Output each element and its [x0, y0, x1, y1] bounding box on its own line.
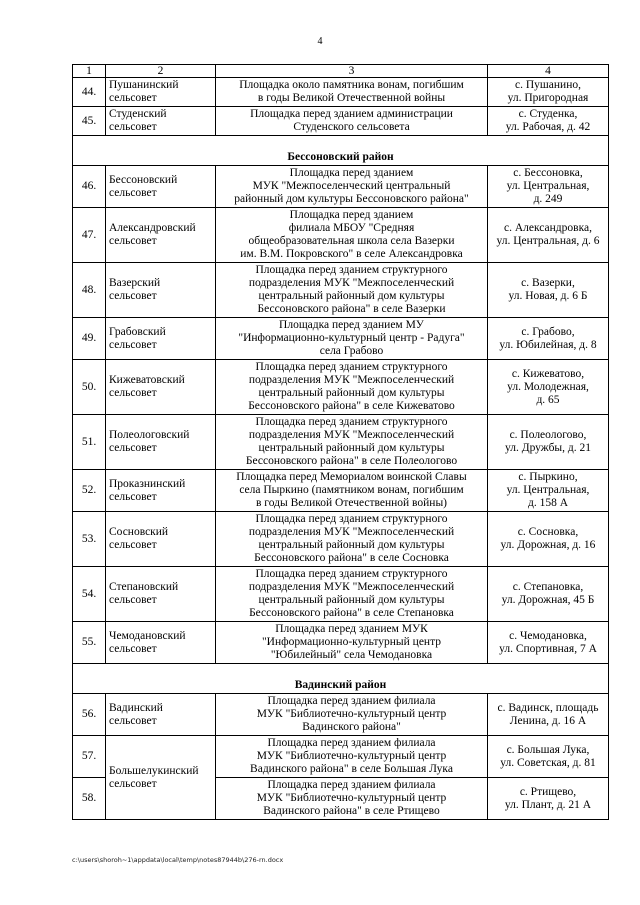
- cell-text-line: Площадка перед зданием филиала: [267, 695, 436, 707]
- cell-text-line: Бессоновского района" в селе Вазерки: [257, 303, 446, 315]
- cell-text-line: с. Грабово,: [521, 325, 575, 338]
- settlement-cell: [106, 470, 216, 512]
- cell-text-line: подразделения МУК "Межпоселенческий: [248, 526, 455, 538]
- cell-text-line: ул. Дружбы, д. 21: [505, 442, 591, 454]
- table-row: [73, 512, 609, 567]
- cell-text-line: Площадка перед зданием администрации: [250, 108, 453, 120]
- cell-text-line: с. Чемодановка,: [509, 629, 587, 642]
- cell-text-line: ул. Юбилейная, д. 8: [499, 338, 597, 351]
- table-row: [73, 263, 609, 318]
- cell-text-line: Проказнинский: [109, 477, 186, 490]
- row-number: 45.: [73, 107, 106, 136]
- cell-text-line: Площадка перед зданием филиала: [267, 779, 436, 791]
- cell-text-line: ул. Дорожная, 45 Б: [501, 594, 595, 606]
- cell-text-line: сельсовет: [109, 714, 157, 727]
- address-cell: [488, 208, 609, 263]
- cell-text-line: центральный районный дом культуры: [258, 387, 445, 399]
- table-row: [73, 622, 609, 664]
- table-row: [73, 166, 609, 208]
- settlement-cell: [106, 166, 216, 208]
- cell-text-line: Ленина, д. 16 А: [509, 714, 587, 727]
- row-number: 44.: [73, 78, 106, 107]
- address-cell: [488, 736, 609, 778]
- venue-cell: [216, 415, 488, 470]
- venue-cell: [216, 107, 488, 136]
- cell-text-line: ул. Новая, д. 6 Б: [508, 290, 588, 302]
- cell-text-line: сельсовет: [109, 642, 157, 655]
- venues-table: [72, 64, 609, 820]
- cell-text-line: Вадинского района": [302, 721, 401, 733]
- address-cell: [488, 360, 609, 415]
- settlement-cell: [106, 263, 216, 318]
- row-number: 53.: [73, 512, 106, 567]
- table-row: [73, 208, 609, 263]
- cell-text-line: Площадка перед зданием филиала: [267, 737, 436, 749]
- address-cell: [488, 415, 609, 470]
- cell-text-line: Площадка перед зданием: [289, 167, 414, 179]
- cell-text-line: центральный районный дом культуры: [258, 539, 445, 551]
- cell-text-line: "Информационно-культурный центр - Радуга": [238, 332, 465, 344]
- cell-text-line: Бессоновского района" в селе Кижеватово: [248, 400, 455, 412]
- table-row: [73, 694, 609, 736]
- cell-text-line: "Юбилейный" села Чемодановка: [270, 649, 433, 661]
- cell-text-line: с. Вадинск, площадь: [497, 701, 599, 714]
- address-cell: [488, 107, 609, 136]
- cell-text-line: с. Студенка,: [518, 108, 578, 120]
- cell-text-line: ул. Советская, д. 81: [500, 756, 596, 769]
- venue-cell: [216, 694, 488, 736]
- cell-text-line: Площадка перед зданием структурного: [255, 568, 448, 580]
- cell-text-line: ул. Центральная,: [506, 484, 590, 496]
- address-cell: [488, 567, 609, 622]
- cell-text-line: Бессоновского района" в селе Степановка: [249, 607, 454, 619]
- cell-text-line: Бессоновского района" в селе Полеологово: [245, 455, 458, 467]
- venue-cell: [216, 318, 488, 360]
- settlement-cell: [106, 415, 216, 470]
- venue-cell: [216, 78, 488, 107]
- cell-text-line: сельсовет: [109, 539, 157, 551]
- settlement-cell: [106, 736, 216, 820]
- cell-text-line: МУК "Библиотечно-культурный центр: [256, 792, 447, 804]
- cell-text-line: сельсовет: [109, 235, 157, 247]
- cell-text-line: Сосновский: [109, 526, 169, 538]
- cell-text-line: с. Сосновка,: [517, 526, 579, 538]
- cell-text-line: филиала МБОУ "Средняя: [288, 222, 415, 234]
- venue-cell: [216, 778, 488, 820]
- row-number: 49.: [73, 318, 106, 360]
- row-number: 51.: [73, 415, 106, 470]
- cell-text-line: Площадка перед зданием структурного: [255, 416, 448, 428]
- cell-text-line: ул. Пригородная: [507, 92, 589, 104]
- row-number: 58.: [73, 778, 106, 820]
- column-number: 3: [216, 65, 488, 78]
- venue-cell: [216, 567, 488, 622]
- cell-text-line: в годы Великой Отечественной войны): [255, 497, 448, 509]
- cell-text-line: ул. Центральная, д. 6: [496, 235, 600, 247]
- cell-text-line: с. Александровка,: [504, 222, 592, 234]
- cell-text-line: сельсовет: [109, 387, 157, 399]
- cell-text-line: с. Степановка,: [512, 581, 584, 593]
- address-cell: [488, 470, 609, 512]
- cell-text-line: с. Полеологово,: [509, 429, 587, 441]
- cell-text-line: Кижеватовский: [109, 374, 185, 386]
- cell-text-line: общеобразовательная школа села Вазерки: [248, 235, 455, 247]
- row-number: 54.: [73, 567, 106, 622]
- table-row: [73, 470, 609, 512]
- venue-cell: [216, 208, 488, 263]
- settlement-cell: [106, 107, 216, 136]
- venue-cell: [216, 736, 488, 778]
- venue-cell: [216, 166, 488, 208]
- cell-text-line: Площадка перед зданием МУ: [279, 319, 424, 331]
- row-number: 50.: [73, 360, 106, 415]
- cell-text-line: сельсовет: [109, 490, 157, 503]
- table-row: [73, 107, 609, 136]
- page-number: 4: [317, 36, 323, 47]
- cell-text-line: подразделения МУК "Межпоселенческий: [248, 374, 455, 386]
- cell-text-line: с. Пыркино,: [518, 471, 578, 483]
- address-cell: [488, 778, 609, 820]
- cell-text-line: ул. Молодежная,: [507, 380, 589, 393]
- settlement-cell: [106, 694, 216, 736]
- cell-text-line: с. Ртищево,: [519, 785, 577, 798]
- cell-text-line: Вадинского района" в селе Большая Лука: [250, 763, 453, 775]
- cell-text-line: ул. Плант, д. 21 А: [504, 798, 592, 811]
- cell-text-line: центральный районный дом культуры: [258, 442, 445, 454]
- cell-text-line: ул. Рабочая, д. 42: [505, 121, 591, 133]
- table-row: [73, 78, 609, 107]
- cell-text-line: Студенского сельсовета: [293, 121, 410, 133]
- settlement-cell: [106, 360, 216, 415]
- settlement-cell: [106, 512, 216, 567]
- cell-text-line: ул. Спортивная, 7 А: [499, 642, 597, 655]
- cell-text-line: сельсовет: [109, 121, 157, 133]
- row-number: 46.: [73, 166, 106, 208]
- cell-text-line: Площадка перед Мемориалом воинской Славы: [236, 471, 467, 483]
- venue-cell: [216, 263, 488, 318]
- cell-text-line: Бессоновского района" в селе Сосновка: [254, 552, 449, 564]
- cell-text-line: районный дом культуры Бессоновского района": [234, 193, 469, 205]
- row-number: 52.: [73, 470, 106, 512]
- address-cell: [488, 622, 609, 664]
- table-row: [73, 415, 609, 470]
- table-row: [73, 567, 609, 622]
- settlement-cell: [106, 622, 216, 664]
- cell-text-line: с. Вазерки,: [521, 277, 575, 289]
- row-number: 47.: [73, 208, 106, 263]
- row-number: 57.: [73, 736, 106, 778]
- cell-text-line: сельсовет: [109, 92, 157, 104]
- cell-text-line: сельсовет: [109, 442, 157, 454]
- cell-text-line: Большелукинский: [109, 764, 199, 777]
- cell-text-line: с. Бессоновка,: [513, 167, 583, 179]
- cell-text-line: д. 158 А: [527, 497, 569, 509]
- venue-cell: [216, 622, 488, 664]
- cell-text-line: Вадинский: [109, 701, 163, 714]
- venue-cell: [216, 360, 488, 415]
- column-number-row: [73, 65, 609, 78]
- cell-text-line: Студенский: [109, 108, 167, 120]
- venues-table-body: [73, 65, 609, 820]
- cell-text-line: Пушанинский: [109, 79, 179, 91]
- cell-text-line: Бессоновский: [109, 173, 178, 186]
- cell-text-line: МУК "Библиотечно-культурный центр: [256, 708, 447, 720]
- settlement-cell: [106, 318, 216, 360]
- cell-text-line: центральный районный дом культуры: [258, 594, 445, 606]
- cell-text-line: д. 65: [536, 393, 560, 406]
- cell-text-line: Площадка перед зданием структурного: [255, 513, 448, 525]
- cell-text-line: Чемодановский: [109, 629, 186, 642]
- address-cell: [488, 318, 609, 360]
- cell-text-line: д. 249: [533, 193, 563, 205]
- settlement-cell: [106, 567, 216, 622]
- address-cell: [488, 166, 609, 208]
- cell-text-line: в годы Великой Отечественной войны: [257, 92, 446, 104]
- file-path-footer: c:\users\shoroh~1\appdata\local\temp\notes87944b\276-rn.docx: [72, 856, 284, 864]
- cell-text-line: Грабовский: [109, 325, 166, 338]
- settlement-cell: [106, 208, 216, 263]
- cell-text-line: подразделения МУК "Межпоселенческий: [248, 429, 455, 441]
- cell-text-line: подразделения МУК "Межпоселенческий: [248, 277, 455, 289]
- cell-text-line: села Грабово: [319, 345, 384, 357]
- row-number: 48.: [73, 263, 106, 318]
- district-header-row: [73, 664, 609, 694]
- table-row: [73, 360, 609, 415]
- address-cell: [488, 78, 609, 107]
- row-number: 56.: [73, 694, 106, 736]
- district-header-row: [73, 136, 609, 166]
- address-cell: [488, 512, 609, 567]
- cell-text-line: Площадка перед зданием структурного: [255, 264, 448, 276]
- cell-text-line: Вадинского района" в селе Ртищево: [263, 805, 440, 817]
- row-number: 55.: [73, 622, 106, 664]
- column-number: 2: [106, 65, 216, 78]
- district-title: Бессоновский район: [73, 136, 609, 166]
- cell-text-line: Степановский: [109, 581, 179, 593]
- settlement-cell: [106, 78, 216, 107]
- cell-text-line: Площадка около памятника вонам, погибшим: [239, 79, 464, 91]
- cell-text-line: сельсовет: [109, 777, 157, 790]
- cell-text-line: МУК "Межпоселенческий центральный: [252, 180, 451, 192]
- venue-cell: [216, 470, 488, 512]
- venue-cell: [216, 512, 488, 567]
- cell-text-line: сельсовет: [109, 338, 157, 351]
- cell-text-line: Александровский: [109, 222, 196, 234]
- cell-text-line: ул. Центральная,: [506, 180, 590, 192]
- district-title: Вадинский район: [73, 664, 609, 694]
- cell-text-line: МУК "Библиотечно-культурный центр: [256, 750, 447, 762]
- cell-text-line: ул. Дорожная, д. 16: [500, 539, 596, 551]
- column-number: 4: [488, 65, 609, 78]
- table-row: [73, 318, 609, 360]
- cell-text-line: с. Пушанино,: [515, 79, 581, 91]
- cell-text-line: сельсовет: [109, 594, 157, 606]
- cell-text-line: Площадка перед зданием структурного: [255, 361, 448, 373]
- cell-text-line: Площадка перед зданием: [289, 209, 414, 221]
- address-cell: [488, 694, 609, 736]
- cell-text-line: сельсовет: [109, 290, 157, 302]
- table-row: [73, 736, 609, 778]
- cell-text-line: с. Большая Лука,: [506, 743, 590, 756]
- cell-text-line: села Пыркино (памятником вонам, погибшим: [239, 484, 464, 496]
- cell-text-line: подразделения МУК "Межпоселенческий: [248, 581, 455, 593]
- cell-text-line: центральный районный дом культуры: [258, 290, 445, 302]
- cell-text-line: Площадка перед зданием МУК: [275, 623, 428, 635]
- cell-text-line: им. В.М. Покровского" в селе Александровка: [240, 248, 463, 260]
- cell-text-line: Вазерский: [109, 277, 161, 289]
- column-number: 1: [73, 65, 106, 78]
- cell-text-line: Полеологовский: [109, 429, 190, 441]
- cell-text-line: "Информационно-культурный центр: [261, 636, 441, 648]
- cell-text-line: с. Кижеватово,: [511, 367, 585, 380]
- address-cell: [488, 263, 609, 318]
- cell-text-line: сельсовет: [109, 186, 157, 199]
